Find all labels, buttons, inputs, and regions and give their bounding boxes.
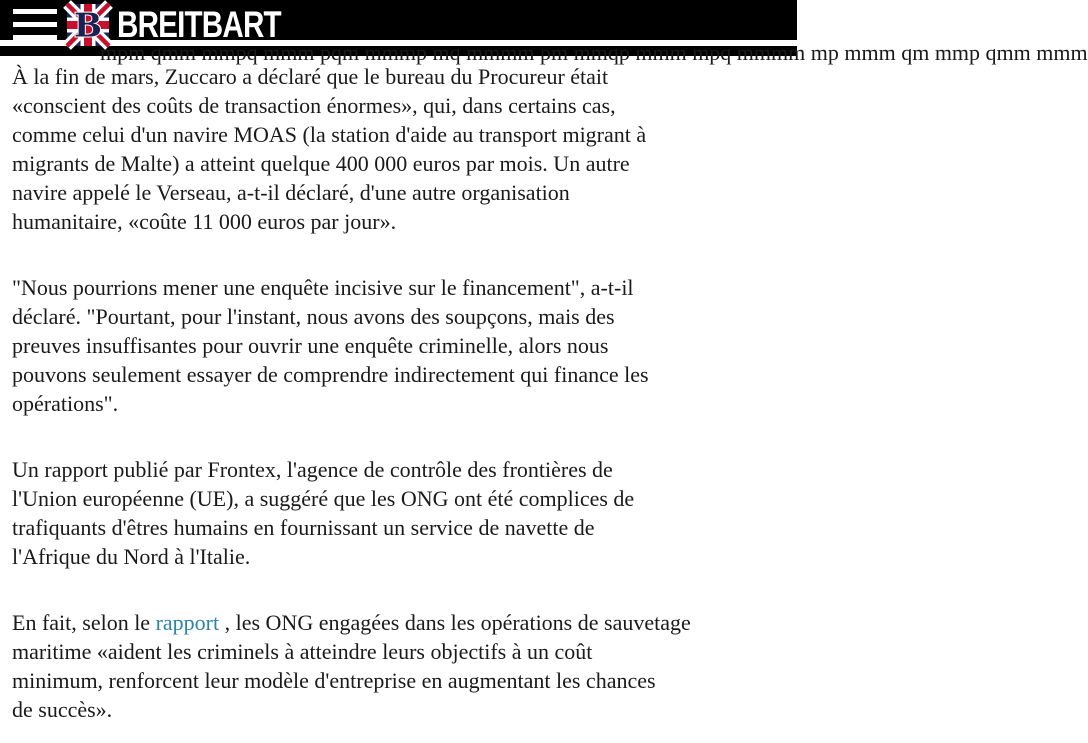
paragraph-2 <box>12 273 785 418</box>
hamburger-icon <box>13 9 57 14</box>
article-line: déclaré. "Pourtant, pour l'instant, nous avons des soupçons, mais des <box>12 304 615 329</box>
article-line: maritime «aident les criminels à atteindre leurs objectifs à un coût <box>12 639 593 664</box>
article-line: preuves insuffisantes pour ouvrir une enquête criminelle, alors nous <box>12 333 609 358</box>
article-line: l'Union européenne (UE), a suggéré que les ONG ont été complices de <box>12 486 635 511</box>
hamburger-icon <box>13 35 57 40</box>
article-line: l'Afrique du Nord à l'Italie. <box>12 544 251 569</box>
article-line: opérations". <box>12 391 119 416</box>
article-line: «conscient des coûts de transaction énormes», qui, dans certains cas, <box>12 93 616 118</box>
article-line: comme celui d'un navire MOAS (la station d'aide au transport migrant à <box>12 122 647 147</box>
article-text: , les ONG engagées dans les opérations de sauvetage <box>219 610 691 635</box>
paragraph-3 <box>12 455 785 571</box>
article-line: trafiquants d'êtres humains en fournissant un service de navette de <box>12 515 595 540</box>
article-text: En fait, selon le <box>12 610 156 635</box>
brand-wordmark[interactable]: BREITBART <box>117 4 281 45</box>
hamburger-icon <box>13 22 57 27</box>
article-line: minimum, renforcent leur modèle d'entreprise en augmentant les chances <box>12 668 656 693</box>
logo-letter: B <box>74 5 102 44</box>
article-body <box>0 46 797 724</box>
paragraph-1 <box>12 62 785 236</box>
article-line: À la fin de mars, Zuccaro a déclaré que le bureau du Procureur était <box>12 64 609 89</box>
article-line: "Nous pourrions mener une enquête incisive sur le financement", a-t-il <box>12 275 634 300</box>
article-line: migrants de Malte) a atteint quelque 400 000 euros par mois. Un autre <box>12 151 630 176</box>
article-line: Un rapport publié par Frontex, l'agence de contrôle des frontières de <box>12 457 613 482</box>
article-line: pouvons seulement essayer de comprendre indirectement qui finance les <box>12 362 649 387</box>
rapport-link[interactable]: rapport <box>155 610 220 635</box>
menu-button[interactable] <box>13 9 57 40</box>
paragraph-4 <box>12 608 785 724</box>
occluded-text-fragment: mpm qmm mmpq mmm pqm mmmp mq mmmm pm mmqp mmm mpq mmmm mp mmm qm mmp qmm mmm <box>100 40 1088 65</box>
article-line <box>12 608 785 637</box>
article-line: humanitaire, «coûte 11 000 euros par jour». <box>12 209 397 234</box>
article-line: navire appelé le Verseau, a-t-il déclaré, d'une autre organisation <box>12 180 570 205</box>
article-line: de succès». <box>12 697 113 722</box>
